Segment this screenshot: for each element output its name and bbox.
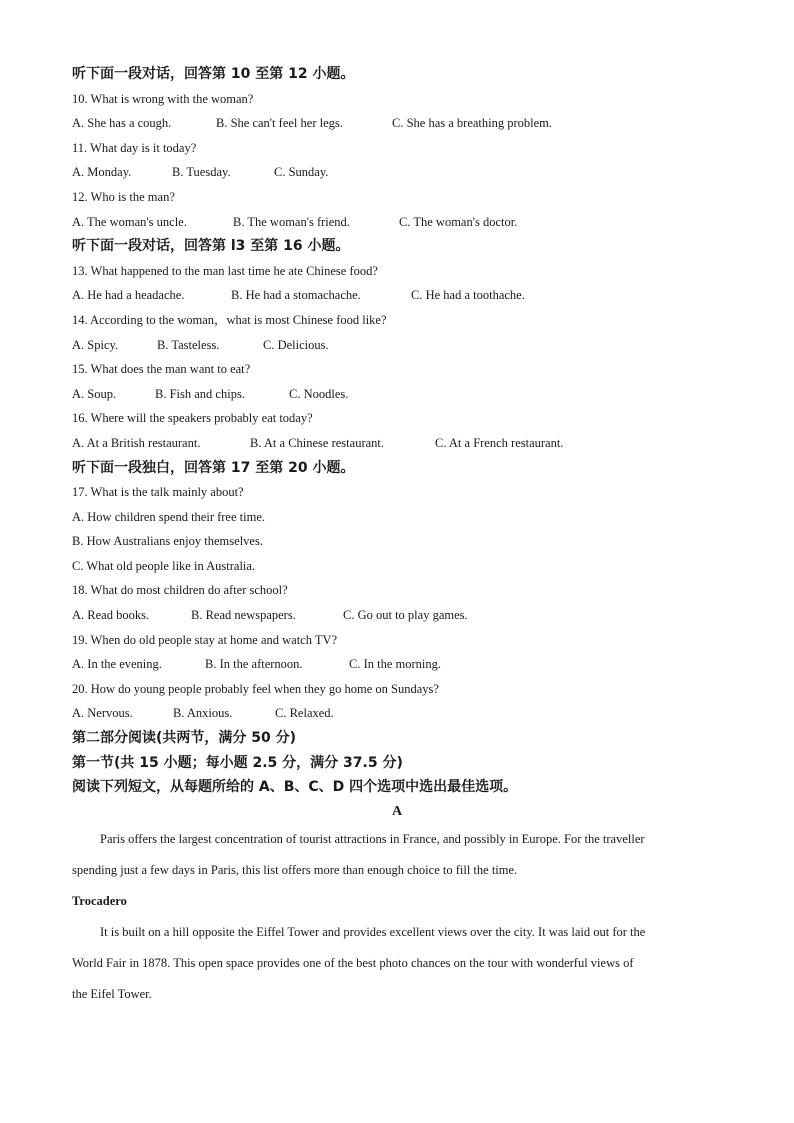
passage-intro-line: spending just a few days in Paris, this list offers more than enough choice to fill the time. <box>72 863 518 878</box>
passage-body-line: World Fair in 1878. This open space provides one of the best photo chances on the tour with wonderful views of <box>72 956 634 971</box>
option-b: B. Tuesday. <box>172 165 231 180</box>
option-b: B. The woman's friend. <box>233 214 350 229</box>
question-text: 18. What do most children do after school? <box>72 583 288 598</box>
passage-body-line: It is built on a hill opposite the Eiffel Tower and provides excellent views over the city. It was laid out for the <box>100 925 646 940</box>
section-heading: 听下面一段对话，回答第 l3 至第 16 小题。 <box>72 238 350 255</box>
options-row <box>72 111 722 136</box>
option-a: A. Read books. <box>72 608 150 623</box>
section-heading: 听下面一段对话，回答第 10 至第 12 小题。 <box>72 66 355 82</box>
option-a: A. The woman's uncle. <box>72 214 187 229</box>
question-text: 17. What is the talk mainly about? <box>72 485 244 500</box>
options-row <box>72 210 722 235</box>
option-b: B. How Australians enjoy themselves. <box>72 534 263 549</box>
option-a: A. How children spend their free time. <box>72 509 265 524</box>
option-b: B. In the afternoon. <box>205 657 303 672</box>
options-row <box>72 652 722 677</box>
option-b: B. Tasteless. <box>157 337 220 352</box>
attraction-heading: Trocadero <box>72 894 127 909</box>
question-text: 20. How do young people probably feel when they go home on Sundays? <box>72 681 439 696</box>
question-text: 16. Where will the speakers probably eat today? <box>72 411 313 426</box>
question-text: 10. What is wrong with the woman? <box>72 91 254 106</box>
option-a: A. He had a headache. <box>72 288 185 303</box>
option-c: C. Go out to play games. <box>343 608 468 623</box>
option-c: C. At a French restaurant. <box>435 435 564 450</box>
option-a: A. Soup. <box>72 386 117 401</box>
section-title: 第一节(共 15 小题；每小题 2.5 分，满分 37.5 分) <box>72 754 403 771</box>
options-row <box>72 603 722 628</box>
option-b: B. At a Chinese restaurant. <box>250 435 384 450</box>
option-b: B. Fish and chips. <box>155 386 245 401</box>
option-c: C. She has a breathing problem. <box>392 116 553 131</box>
question-text: 15. What does the man want to eat? <box>72 362 251 377</box>
options-row <box>72 431 722 456</box>
option-c: C. Sunday. <box>274 165 329 180</box>
options-row <box>72 382 722 407</box>
passage-body-line: the Eifel Tower. <box>72 987 152 1002</box>
options-row <box>72 701 722 726</box>
question-text: 13. What happened to the man last time he ate Chinese food? <box>72 263 378 278</box>
option-c: C. He had a toothache. <box>411 288 525 303</box>
question-text: 12. Who is the man? <box>72 189 175 204</box>
exam-page <box>72 62 722 1010</box>
option-c: C. Noodles. <box>289 386 349 401</box>
option-a: A. Monday. <box>72 165 132 180</box>
option-a: A. She has a cough. <box>72 116 172 131</box>
passage-label: A <box>391 803 403 819</box>
passage-intro-line: Paris offers the largest concentration of tourist attractions in France, and possibly in Europe. For the traveller <box>100 832 645 847</box>
option-c: C. The woman's doctor. <box>399 214 518 229</box>
option-c: C. What old people like in Australia. <box>72 558 256 573</box>
option-a: A. At a British restaurant. <box>72 435 201 450</box>
option-c: C. Relaxed. <box>275 706 334 721</box>
option-c: C. Delicious. <box>263 337 329 352</box>
option-b: B. She can't feel her legs. <box>216 116 343 131</box>
question-text: 19. When do old people stay at home and watch TV? <box>72 632 338 647</box>
part-title: 第二部分阅读(共两节，满分 50 分) <box>72 730 297 747</box>
option-a: A. Spicy. <box>72 337 119 352</box>
option-a: A. Nervous. <box>72 706 133 721</box>
option-b: B. He had a stomachache. <box>231 288 361 303</box>
option-c: C. In the morning. <box>349 657 442 672</box>
options-row <box>72 160 722 185</box>
option-b: B. Read newspapers. <box>191 608 296 623</box>
reading-instruction: 阅读下列短文，从每题所给的 A、B、C、D 四个选项中选出最佳选项。 <box>72 779 518 796</box>
question-text: 11. What day is it today? <box>72 140 197 155</box>
option-a: A. In the evening. <box>72 657 162 672</box>
options-row <box>72 283 722 308</box>
options-row <box>72 333 722 358</box>
option-b: B. Anxious. <box>173 706 233 721</box>
question-text: 14. According to the woman，what is most Chinese food like? <box>72 312 387 327</box>
section-heading: 听下面一段独白，回答第 17 至第 20 小题。 <box>72 459 355 476</box>
